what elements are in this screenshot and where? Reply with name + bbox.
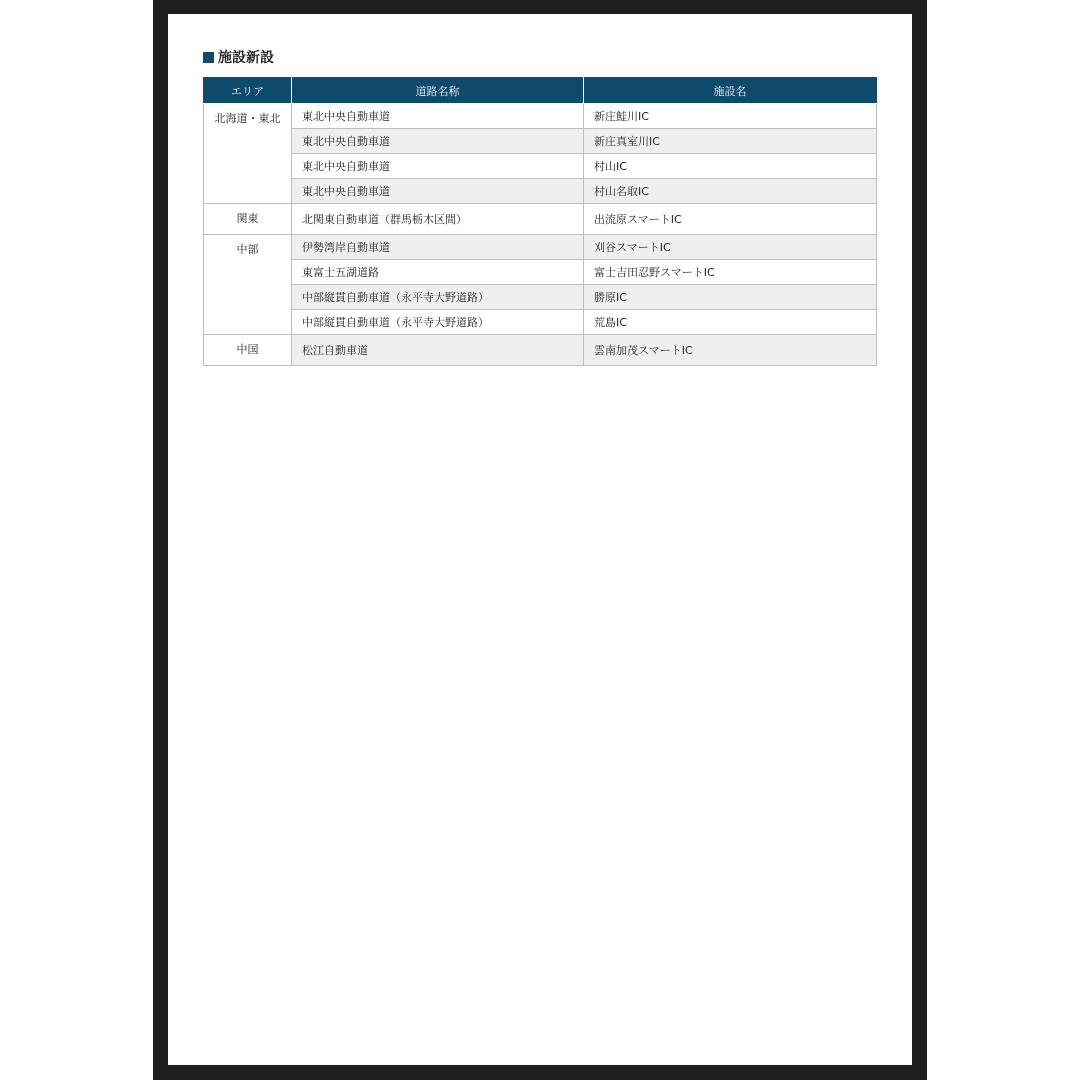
area-cell: 中国 [204,335,292,366]
road-name-cell: 東北中央自動車道 [292,179,584,204]
facility-table [203,77,877,366]
table-row [204,204,877,235]
facility-name-cell: 雲南加茂スマートIC [584,335,877,366]
facility-name-cell: 新庄鮭川IC [584,104,877,129]
facility-name-cell: 村山IC [584,154,877,179]
facility-name-cell: 村山名取IC [584,179,877,204]
facility-name-cell: 刈谷スマートIC [584,235,877,260]
header-road-name: 道路名称 [292,78,584,104]
table-row [204,235,877,260]
facility-name-cell: 富士吉田忍野スマートIC [584,260,877,285]
section-heading-text: 施設新設 [218,50,274,66]
road-name-cell: 東北中央自動車道 [292,154,584,179]
facility-name-cell: 出流原スマートIC [584,204,877,235]
road-name-cell: 東富士五湖道路 [292,260,584,285]
road-name-cell: 東北中央自動車道 [292,104,584,129]
road-name-cell: 松江自動車道 [292,335,584,366]
area-cell: 北海道・東北 [204,104,292,204]
road-name-cell: 北関東自動車道（群馬栃木区間） [292,204,584,235]
table-row [204,285,877,310]
document-viewer [153,0,927,1080]
facility-name-cell: 新庄真室川IC [584,129,877,154]
table-row [204,179,877,204]
road-name-cell: 中部縦貫自動車道（永平寺大野道路） [292,285,584,310]
area-cell: 関東 [204,204,292,235]
road-name-cell: 伊勢湾岸自動車道 [292,235,584,260]
road-name-cell: 中部縦貫自動車道（永平寺大野道路） [292,310,584,335]
table-row [204,310,877,335]
square-bullet-icon [203,52,214,63]
document-page [168,14,912,1065]
section-heading [203,47,274,67]
table-row [204,154,877,179]
facility-name-cell: 荒島IC [584,310,877,335]
table-row [204,129,877,154]
table-row [204,260,877,285]
facility-name-cell: 勝原IC [584,285,877,310]
table-header-row [204,78,877,104]
table-row [204,104,877,129]
header-facility-name: 施設名 [584,78,877,104]
table-row [204,335,877,366]
road-name-cell: 東北中央自動車道 [292,129,584,154]
header-area: エリア [204,78,292,104]
area-cell: 中部 [204,235,292,335]
